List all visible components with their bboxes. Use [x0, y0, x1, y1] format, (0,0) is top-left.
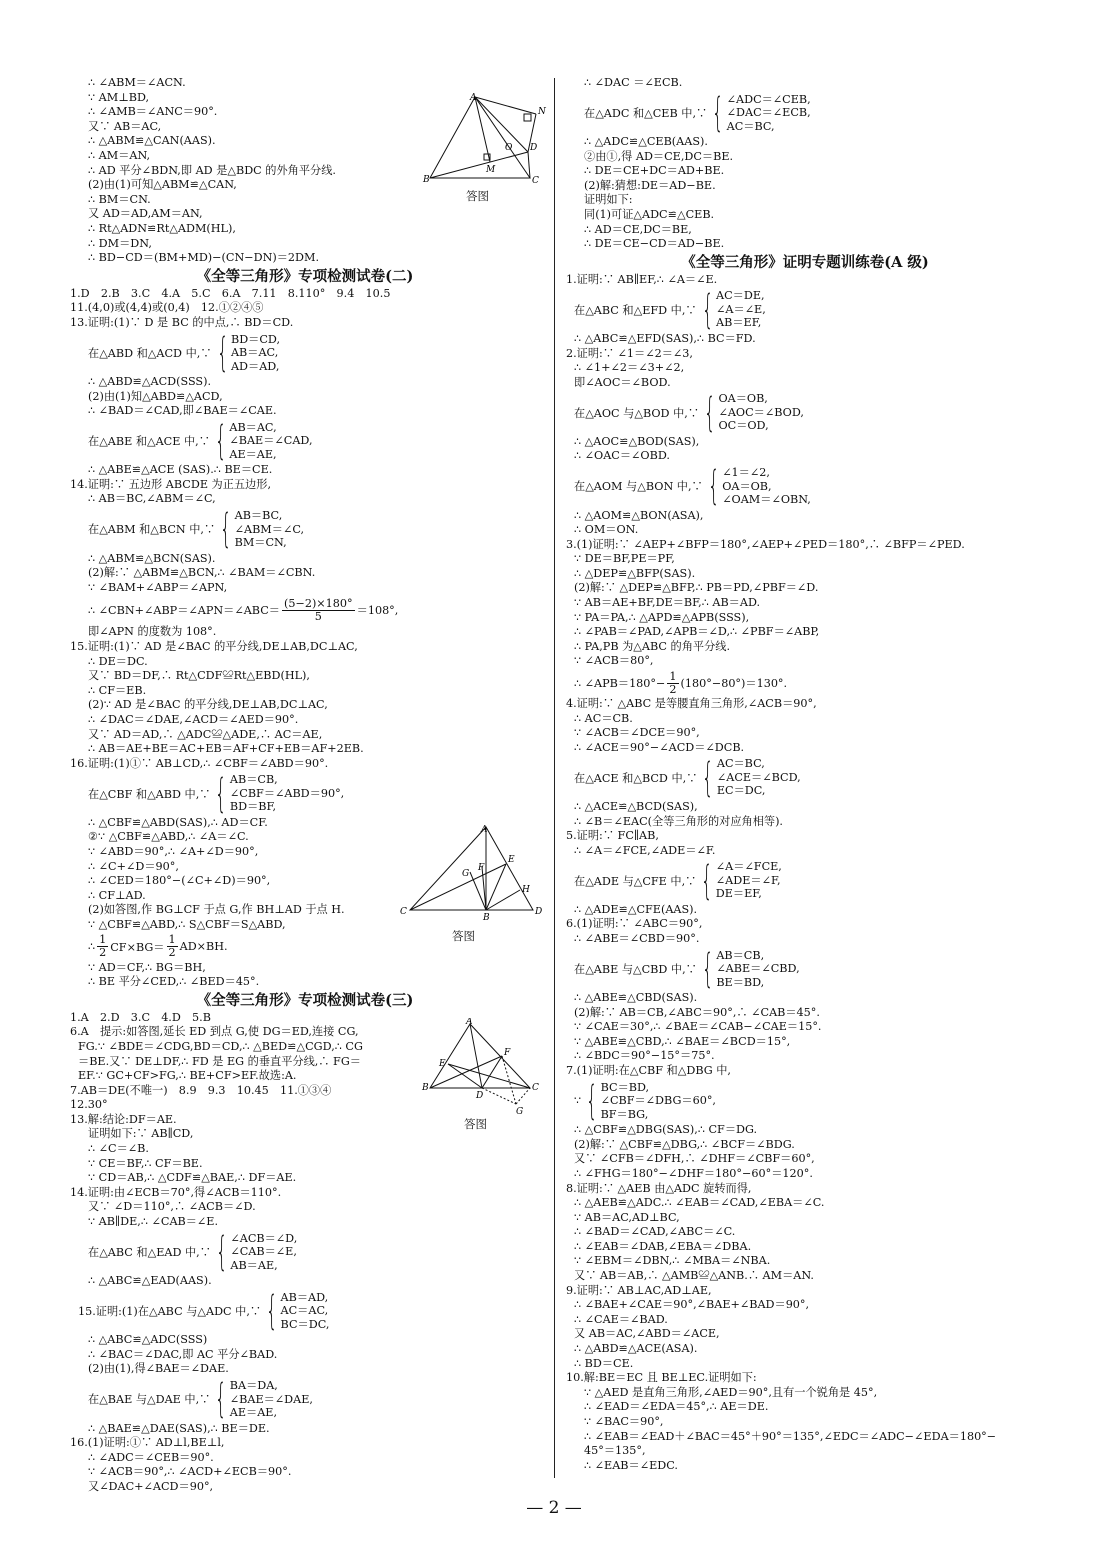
condition-system [70, 329, 540, 376]
condition-prefix: ∵ [574, 1094, 582, 1108]
segment-dc [528, 152, 530, 178]
text-line: ∴ ∠FHG＝180°−∠DHF＝180°−60°＝120°. [574, 1166, 813, 1180]
segment-ad [475, 97, 528, 152]
condition-item: AB＝AE, [230, 1258, 278, 1272]
condition-system [566, 89, 1044, 136]
text-line: ∴ △ABC≌△EAD(AAS). [88, 1274, 212, 1288]
point-label: G [516, 1107, 524, 1116]
question-10: 10.解:BE＝EC 且 BE⊥EC.证明如下: [566, 1371, 757, 1385]
condition-item: AC＝BC, [726, 119, 775, 133]
point-label: B [422, 1083, 429, 1093]
point-label: E [508, 855, 515, 865]
text-line: (2)解:∵ △ABM≌△BCN,∴ ∠BAM＝∠CBN. [88, 566, 316, 580]
text-line: 45°＝135°, [584, 1444, 646, 1458]
text-line: (2)解:∵ △CBF≌△DBG,∴ ∠BCF＝∠BDG. [574, 1137, 795, 1151]
text-line: ∵ ∠BAC＝90°, [584, 1415, 664, 1428]
text-line: ∴ △DEP≌△BFP(SAS). [574, 566, 696, 580]
text-line: ②∵ △CBF≌△ABD,∴ ∠A＝∠C. [88, 830, 249, 844]
condition-item: ∠ADC＝∠CEB, [726, 92, 811, 106]
text-line: 又∵ AB＝AB,∴ △AMB≌△ANB.∴ AM＝AN. [574, 1269, 814, 1283]
text-line: ∴ △AEB≌△ADC.∴ ∠EAB＝∠CAD,∠EBA＝∠C. [574, 1196, 825, 1210]
segment-am [475, 97, 490, 162]
condition-item: ∠1＝∠2, [722, 466, 770, 479]
point-label: D [535, 907, 543, 917]
segment-ec [448, 1064, 530, 1088]
fraction-denominator: 2 [168, 946, 176, 960]
point-label: F [478, 863, 485, 873]
text-line: ∴ ∠ABM＝∠ACN. [88, 76, 186, 89]
text-line: ∴ AB＝AE+BE＝AC+EB＝AF+CF+EB＝AF+2EB. [88, 742, 364, 756]
text-line: ∴ AC＝CB. [574, 711, 633, 725]
question-14: 14.证明:∵ 五边形 ABCDE 为正五边形, [70, 477, 272, 491]
fraction-line [566, 669, 1044, 697]
question-8: 8.证明:∵ △AEB 由△ADC 旋转而得, [566, 1181, 752, 1195]
triangle-abc [430, 97, 530, 178]
question-6: 6.(1)证明:∵ ∠ABC＝90°, [566, 917, 703, 931]
text-line: ∵ ∠ACB＝80°, [574, 654, 654, 668]
text-line: ∴ △AOC≌△BOD(SAS), [574, 434, 700, 448]
answer-line: 6.A 提示:如答图,延长 ED 到点 G,使 DG＝ED,连接 CG, [70, 1025, 359, 1039]
text-line: ∴ ∠EAD＝∠EDA＝45°,∴ AE＝DE. [584, 1400, 769, 1414]
right-angle-mark [524, 114, 531, 121]
text-line: 证明如下:∵ AB∥CD, [88, 1127, 194, 1141]
brace-icon: { [712, 89, 724, 136]
condition-system [70, 1287, 540, 1334]
column-divider [554, 78, 555, 1478]
condition-prefix: 在△ABC 和△EFD 中,∵ [574, 303, 697, 317]
condition-item: EC＝DC, [716, 784, 766, 798]
condition-system [566, 1077, 1044, 1124]
text-line: ∵ ∠ACB＝90°,∴ ∠ACD+∠ECB＝90°. [88, 1465, 292, 1479]
text-line: ∴ △BAE≌△DAE(SAS),∴ BE＝DE. [88, 1421, 270, 1435]
text-line: ∴ BM＝CN. [88, 192, 151, 206]
text-line: ∴ △ACE≌△BCD(SAS), [574, 799, 698, 813]
figure-caption: 答图 [466, 189, 489, 203]
condition-item: ∠ACB＝∠D, [230, 1231, 298, 1245]
text-line: ②由①,得 AD＝CE,DC＝BE. [584, 149, 734, 163]
point-label: D [530, 143, 538, 153]
point-label: C [532, 176, 539, 184]
text-span: ∴ [88, 940, 96, 954]
text-span: AD×BH. [179, 940, 228, 954]
answer-line: 1.D 2.B 3.C 4.A 5.C 6.A 7.11 8.110° 9.4 10.5 [70, 286, 391, 300]
text-line: ∴ BE 平分∠CED,∴ ∠BED＝45°. [88, 975, 260, 989]
text-line: ∴ ∠ADC＝∠CEB＝90°. [88, 1450, 214, 1464]
condition-item: ∠DAC＝∠ECB, [726, 106, 811, 120]
text-line: ∵ ∠ACB＝∠DCE＝90°, [574, 726, 700, 740]
text-line: ∴ DE＝DC. [88, 654, 148, 668]
condition-item: BA＝DA, [229, 1379, 278, 1392]
answer-line: FG.∵ ∠BDE＝∠CDG,BD＝CD,∴ △BED≌△CGD,∴ CG [78, 1039, 363, 1053]
text-line: ∴ ∠1+∠2＝∠3+∠2, [574, 361, 685, 375]
condition-system [566, 857, 1044, 904]
answer-line: 12.30° [70, 1098, 108, 1112]
condition-item: AE＝AE, [229, 447, 277, 461]
brace-icon: { [701, 945, 714, 992]
condition-item: ∠CBF＝∠ABD＝90°, [229, 786, 345, 800]
condition-system [566, 463, 1044, 510]
condition-prefix: 在△ADE 与△CFE 中,∵ [574, 874, 697, 888]
question-16: 16.(1)证明:①∵ AD⊥l,BE⊥l, [70, 1436, 225, 1450]
brace-icon: { [216, 329, 228, 376]
text-line: ∴ ∠C+∠D＝90°, [88, 859, 179, 873]
text-line: ∵ AM⊥BD, [88, 90, 150, 104]
section-title: 《全等三角形》专项检测试卷(三) [196, 991, 414, 1009]
text-line: ∵ △CBF≌△ABD,∴ S△CBF＝S△ABD, [88, 917, 286, 931]
fraction-denominator: 5 [314, 609, 322, 623]
text-line: 证明如下: [584, 193, 633, 207]
text-line: ∵ AB∥DE,∴ ∠CAB＝∠E. [88, 1215, 219, 1229]
condition-item: AC＝AC, [280, 1304, 329, 1318]
text-line: ∴ △ABC≌△ADC(SSS) [88, 1333, 208, 1347]
text-line: ∴ OM＝ON. [574, 523, 639, 537]
condition-prefix: 在△ABD 和△ACD 中,∵ [88, 346, 212, 360]
text-span: CF×BG＝ [110, 940, 165, 954]
segment-bd [430, 152, 528, 178]
question-7: 7.(1)证明:在△CBF 和△DBG 中, [566, 1064, 731, 1078]
section-title: 《全等三角形》专项检测试卷(二) [196, 267, 414, 285]
text-line: 又 AD＝AD,AM＝AN, [88, 207, 203, 221]
text-line: ∴ Rt△ADN≌Rt△ADM(HL), [88, 221, 236, 235]
text-line: ∴ △ABE≌△CBD(SAS). [574, 991, 698, 1005]
brace-icon: { [214, 418, 227, 465]
brace-icon: { [701, 286, 714, 333]
condition-item: ∠CAB＝∠E, [230, 1245, 297, 1259]
condition-item: ∠ABE＝∠CBD, [716, 962, 800, 976]
text-line: ∴ ∠DAC＝∠DAE,∠ACD＝∠AED＝90°. [88, 712, 299, 726]
fraction [97, 934, 108, 959]
text-line: ∴ ∠EAB＝∠DAB,∠EBA＝∠DBA. [574, 1239, 752, 1253]
condition-system [70, 418, 540, 465]
text-line: ∴ DM＝DN, [88, 236, 152, 250]
text-line: 又∵ ∠D＝110°,∴ ∠ACB＝∠D. [88, 1200, 256, 1214]
text-line: ∵ AB＝AE+BF,DE＝BF,∴ AB＝AD. [574, 596, 761, 610]
brace-icon: { [586, 1077, 598, 1124]
question-13: 13.证明:(1)∵ D 是 BC 的中点,∴ BD＝CD. [70, 315, 294, 329]
condition-item: BD＝BF, [229, 800, 277, 814]
condition-item: ∠A＝∠FCE, [715, 860, 782, 874]
text-span: ∴ ∠APB＝180°− [574, 677, 666, 691]
question-5: 5.证明:∵ FC∥AB, [566, 829, 659, 843]
fraction-line [70, 595, 540, 625]
point-label: C [400, 907, 407, 917]
text-line: 又∵ AD＝AD,∴ △ADC≌△ADE,∴ AC＝AE, [88, 727, 323, 741]
condition-item: AB＝EF, [716, 316, 762, 330]
question-4: 4.证明:∵ △ABC 是等腰直角三角形,∠ACB＝90°, [566, 697, 817, 711]
point-label: O [505, 143, 513, 153]
point-label: D [476, 1091, 484, 1101]
text-line: ∵ ∠CAE＝30°,∴ ∠BAE＝∠CAB−∠CAE＝15°. [574, 1020, 822, 1034]
text-line: ∴ CF⊥AD. [88, 888, 146, 902]
text-line: ∵ ∠EBM＝∠DBN,∴ ∠MBA＝∠NBA. [574, 1254, 771, 1268]
condition-item: ∠OAM＝∠OBN, [722, 493, 811, 506]
figure-caption: 答图 [464, 1117, 487, 1131]
text-line: ∴ ∠BAE+∠CAE＝90°,∠BAE+∠BAD＝90°, [574, 1298, 810, 1312]
geometry-figure-1 [420, 92, 550, 184]
text-line: ∴ ∠BAD＝∠CAD,∠ABC＝∠C. [574, 1225, 736, 1239]
text-line: ∴ AM＝AN, [88, 148, 151, 162]
text-line: ∴ △ABM≌△BCN(SAS). [88, 551, 216, 565]
text-line: ∴ △ADC≌△CEB(AAS). [584, 135, 708, 149]
question-9: 9.证明:∵ AB⊥AC,AD⊥AE, [566, 1283, 712, 1297]
condition-system [566, 389, 1044, 436]
point-label: C [532, 1083, 539, 1093]
text-line: (2)由(1)知△ABD≌△ACD, [88, 389, 223, 403]
condition-system [566, 286, 1044, 333]
question-3: 3.(1)证明:∵ ∠AEP+∠BFP＝180°,∠AEP+∠PED＝180°,∴ ∠BFP＝∠PED. [566, 537, 965, 551]
condition-item: AB＝CB, [229, 773, 278, 787]
question-16: 16.证明:(1)①∵ AB⊥CD,∴ ∠CBF＝∠ABD＝90°. [70, 756, 329, 770]
condition-item: ∠ACE＝∠BCD, [716, 770, 801, 784]
point-label: A [470, 93, 477, 103]
text-line: ∵ CE＝BF,∴ CF＝BE. [88, 1156, 203, 1170]
brace-icon: { [701, 857, 713, 904]
condition-item: ∠AOC＝∠BOD, [718, 405, 804, 419]
condition-system [70, 506, 540, 553]
text-span: (180°−80°)＝130°. [680, 677, 788, 691]
text-line: ∴ △ABC≌△EFD(SAS),∴ BC＝FD. [574, 331, 756, 345]
brace-icon: { [702, 754, 714, 801]
condition-prefix: 在△AOC 与△BOD 中,∵ [574, 406, 700, 420]
condition-item: OC＝OD, [718, 419, 769, 433]
question-1: 1.证明:∵ AB∥EF,∴ ∠A＝∠E. [566, 272, 718, 286]
answer-line: 11.(4,0)或(4,4)或(0,4) 12.①②④⑤ [70, 301, 264, 315]
fraction-numerator: 1 [168, 933, 176, 947]
right-column [566, 76, 1044, 1473]
text-line: ∴ DE＝CE+DC＝AD+BE. [584, 164, 725, 178]
question-14: 14.证明:由∠ECB＝70°,得∠ACB＝110°. [70, 1185, 282, 1199]
text-line: ∴ ∠EAB＝∠EDC. [584, 1458, 678, 1472]
geometry-figure-3 [420, 1018, 546, 1116]
condition-item: ∠BAE＝∠DAE, [229, 1392, 313, 1406]
point-label: E [439, 1059, 446, 1069]
condition-item: AB＝AD, [280, 1290, 329, 1304]
point-label: M [486, 165, 496, 175]
condition-item: ∠BAE＝∠CAD, [229, 434, 313, 448]
text-line: ∴ △AOM≌△BON(ASA), [574, 508, 704, 522]
text-line: ∵ DE＝BF,PE＝PF, [574, 552, 675, 566]
text-line: ∴ ∠C＝∠B. [88, 1142, 149, 1156]
text-line: (2)解:猜想:DE＝AD−BE. [584, 178, 716, 192]
condition-item: AE＝AE, [229, 1406, 278, 1419]
condition-prefix: 在△ACE 和△BCD 中,∵ [574, 771, 698, 785]
brace-icon: { [266, 1287, 278, 1334]
segment-bh [486, 890, 520, 910]
condition-system [70, 1228, 540, 1275]
text-line: ∴ DE＝CE−CD＝AD−BE. [584, 237, 725, 251]
condition-item: BC＝BD, [600, 1080, 650, 1094]
segment-gc [516, 1088, 530, 1104]
answer-line: 1.A 2.D 3.C 4.D 5.B [70, 1010, 211, 1024]
text-span: ＝108°, [356, 604, 399, 618]
brace-icon: { [215, 1376, 227, 1423]
condition-item: AD＝AD, [230, 359, 280, 373]
text-line: ∵ AB＝AC,AD⊥BC, [574, 1210, 680, 1224]
point-label: G [462, 869, 470, 879]
condition-system [70, 1376, 540, 1423]
question-2: 2.证明:∵ ∠1＝∠2＝∠3, [566, 346, 693, 360]
fraction [167, 934, 178, 959]
text-line: ∴ AB＝BC,∠ABM＝∠C, [88, 492, 216, 506]
question-15: 15.证明:(1)∵ AD 是∠BAC 的平分线,DE⊥AB,DC⊥AC, [70, 639, 358, 653]
text-line: ∴ ∠OAC＝∠OBD. [574, 449, 670, 463]
condition-prefix: 在△ABE 与△CBD 中,∵ [574, 962, 697, 976]
condition-item: ∠ADE＝∠F, [715, 873, 781, 887]
triangle-acd [410, 827, 533, 910]
text-line: ∴ △CBF≌△ABD(SAS),∴ AD＝CF. [88, 815, 268, 829]
brace-icon: { [215, 770, 227, 817]
text-line: ∵ △AED 是直角三角形,∠AED＝90°,且有一个锐角是 45°, [584, 1385, 878, 1399]
condition-system [566, 754, 1044, 801]
text-line: (2)解:∵ △DEP≌△BFP,∴ PB＝PD,∠PBF＝∠D. [574, 581, 819, 595]
point-label: H [522, 885, 530, 895]
text-line: ∵ CD＝AB,∴ △CDF≌△BAE,∴ DF＝AE. [88, 1171, 297, 1185]
text-line: 又∵ BD＝DF,∴ Rt△CDF≌Rt△EBD(HL), [88, 669, 310, 683]
condition-system [70, 770, 540, 817]
text-line: ∴ ∠BAD＝∠CAD,即∠BAE＝∠CAE. [88, 404, 277, 418]
text-line: ∴ △ABM≌△CAN(AAS). [88, 134, 216, 148]
point-label: A [466, 1018, 473, 1027]
condition-item: BM＝CN, [234, 536, 287, 550]
text-line: ∴ △ABD≌△ACD(SSS). [88, 375, 212, 388]
condition-item: AC＝DE, [716, 289, 765, 303]
fraction-numerator: (5−2)×180° [283, 596, 353, 610]
text-line: ∴ ∠BDC＝90°−15°＝75°. [574, 1049, 715, 1063]
condition-item: OA＝OB, [722, 479, 772, 493]
text-line: ∴ BD−CD＝(BM+MD)−(CN−DN)＝2DM. [88, 251, 320, 265]
answer-line: 7.AB＝DE(不唯一) 8.9 9.3 10.45 11.①③④ [70, 1083, 332, 1097]
brace-icon: { [707, 463, 720, 510]
condition-item: DE＝EF, [715, 887, 762, 901]
condition-prefix: 在△ABC 和△EAD 中,∵ [88, 1245, 211, 1259]
text-line: ∵ ∠BAM+∠ABP＝∠APN, [88, 580, 228, 594]
condition-item: AB＝CB, [716, 948, 765, 962]
text-line: ∴ △ADE≌△CFE(AAS). [574, 902, 698, 916]
condition-item: BC＝DC, [280, 1317, 330, 1331]
condition-item: AC＝BC, [716, 757, 765, 771]
condition-prefix: 在△ABE 和△ACE 中,∵ [88, 435, 210, 449]
text-line: ∴ ∠AMB＝∠ANC＝90°. [88, 105, 218, 119]
condition-item: AB＝BC, [234, 509, 283, 523]
text-line: ∴ ∠PAB＝∠PAD,∠APB＝∠D,∴ ∠PBF＝∠ABP, [574, 625, 820, 639]
condition-item: ∠ABM＝∠C, [234, 522, 305, 536]
text-line: 又 AB＝AC,∠ABD＝∠ACE, [574, 1327, 720, 1341]
text-line: (2)由(1)可知△ABM≌△CAN, [88, 178, 237, 192]
answer-line: EF.∵ GC+CF>FG,∴ BE+CF>EF.故选:A. [78, 1069, 297, 1083]
text-line: ∵ PA＝PA,∴ △APD≌△APB(SSS), [574, 610, 750, 624]
text-line: ∴ CF＝EB. [88, 683, 147, 697]
text-line: ∴ ∠ACE＝90°−∠ACD＝∠DCB. [574, 740, 745, 754]
condition-prefix: 在△ABM 和△BCN 中,∵ [88, 523, 216, 537]
text-line: ∵ △ABE≌△CBD,∴ ∠BAE＝∠BCD＝15°, [574, 1034, 791, 1048]
text-line: ∴ AD 平分∠BDN,即 AD 是△BDC 的外角平分线. [88, 163, 336, 177]
text-line: ∴ ∠CED＝180°−(∠C+∠D)＝90°, [88, 874, 271, 888]
segment-ce [410, 864, 506, 910]
text-line: ∵ ∠ABD＝90°,∴ ∠A+∠D＝90°, [88, 844, 259, 858]
figure-caption: 答图 [452, 929, 475, 943]
condition-prefix: 15.证明:(1)在△ABC 与△ADC 中,∵ [78, 1304, 262, 1318]
condition-prefix: 在△ADC 和△CEB 中,∵ [584, 106, 708, 120]
text-line: ∴ △ABD≌△ACE(ASA). [574, 1342, 698, 1356]
point-label: B [483, 913, 490, 922]
segment-be [486, 864, 506, 910]
text-line: ∴ △CBF≌△DBG(SAS),∴ CF＝DG. [574, 1123, 758, 1137]
text-line: ∴ ∠B＝∠EAC(全等三角形的对应角相等). [574, 814, 783, 828]
text-line: ∵ AD＝CF,∴ BG＝BH, [88, 960, 206, 974]
text-line: (2)解:∵ AB＝CB,∠ABC＝90°,∴ ∠CAB＝45°. [574, 1005, 820, 1019]
text-line: 同(1)可证△ADC≌△CEB. [584, 208, 715, 222]
text-line: ∴ ∠EAB＝∠EAD＋∠BAC＝45°＋90°＝135°,∠EDC＝∠ADC−∠EDA＝180°− [584, 1429, 997, 1443]
text-line: ∴ ∠A＝∠FCE,∠ADE＝∠F. [574, 843, 716, 857]
fraction-denominator: 2 [99, 946, 107, 960]
fraction [667, 671, 678, 696]
point-label: N [538, 107, 546, 117]
condition-item: BD＝CD, [230, 332, 281, 346]
text-line: ∴ PA,PB 为△ABC 的角平分线. [574, 639, 731, 653]
left-column [70, 76, 543, 1494]
fraction-denominator: 2 [669, 682, 677, 696]
condition-item: AB＝AC, [230, 346, 279, 359]
condition-item: ∠A＝∠E, [716, 302, 766, 316]
segment-dg [482, 1088, 516, 1104]
condition-prefix: 在△BAE 与△DAE 中,∵ [88, 1393, 211, 1407]
condition-item: OA＝OB, [718, 392, 768, 406]
segment-ad [470, 1024, 482, 1088]
brace-icon: { [220, 506, 232, 553]
text-line: 又∵ ∠CFB＝∠DFH,∴ ∠DHF＝∠CBF＝60°, [574, 1152, 815, 1166]
question-13: 13.解:结论:DF＝AE. [70, 1112, 177, 1126]
text-line: 即∠AOC＝∠BOD. [574, 375, 671, 389]
text-line: ∴ ∠BAC＝∠DAC,即 AC 平分∠BAD. [88, 1347, 278, 1361]
condition-item: AB＝AC, [229, 420, 277, 434]
page-number: — 2 — [526, 1498, 582, 1518]
fraction [282, 598, 355, 623]
fraction-numerator: 1 [99, 933, 107, 947]
text-line: (2)如答图,作 BG⊥CF 于点 G,作 BH⊥AD 于点 H. [88, 903, 345, 917]
condition-prefix: 在△AOM 与△BON 中,∵ [574, 480, 703, 494]
text-span: ∴ ∠CBN+∠ABP＝∠APN＝∠ABC＝ [88, 604, 280, 618]
segment-an [475, 97, 536, 114]
text-line: 又∠DAC+∠ACD＝90°, [88, 1479, 214, 1493]
text-line: ∴ ∠DAC ＝∠ECB. [584, 76, 683, 89]
text-line: ∴ ∠ABE＝∠CBD＝90°. [574, 931, 700, 945]
text-line: ∴ AD＝CE,DC＝BE, [584, 222, 692, 236]
text-line: ∴ △ABE≌△ACE (SAS).∴ BE＝CE. [88, 463, 273, 477]
point-label: A [481, 825, 488, 835]
brace-icon: { [215, 1228, 228, 1275]
condition-item: BF＝BG, [600, 1107, 649, 1121]
text-line: ∴ ∠CAE＝∠BAD. [574, 1312, 668, 1326]
text-line: 又∵ AB＝AC, [88, 119, 162, 133]
geometry-figure-2 [398, 822, 548, 922]
point-label: B [423, 175, 430, 184]
brace-icon: { [704, 389, 716, 436]
text-line: 即∠APN 的度数为 108°. [88, 625, 217, 639]
section-title: 《全等三角形》证明专题训练卷(A 级) [681, 253, 929, 271]
text-line: ∴ BD＝CE. [574, 1356, 634, 1370]
answer-line: ＝BE.又∵ DE⊥DF,∴ FD 是 EG 的垂直平分线,∴ FG＝ [78, 1054, 361, 1068]
text-line: (2)∵ AD 是∠BAC 的平分线,DE⊥AB,DC⊥AC, [88, 698, 328, 712]
condition-item: ∠CBF＝∠DBG＝60°, [600, 1094, 716, 1108]
text-line: (2)由(1),得∠BAE＝∠DAE. [88, 1362, 229, 1376]
fraction-numerator: 1 [669, 669, 677, 683]
condition-prefix: 在△CBF 和△ABD 中,∵ [88, 787, 211, 801]
point-label: F [504, 1048, 511, 1058]
condition-item: BE＝BD, [716, 975, 765, 989]
condition-system [566, 945, 1044, 992]
